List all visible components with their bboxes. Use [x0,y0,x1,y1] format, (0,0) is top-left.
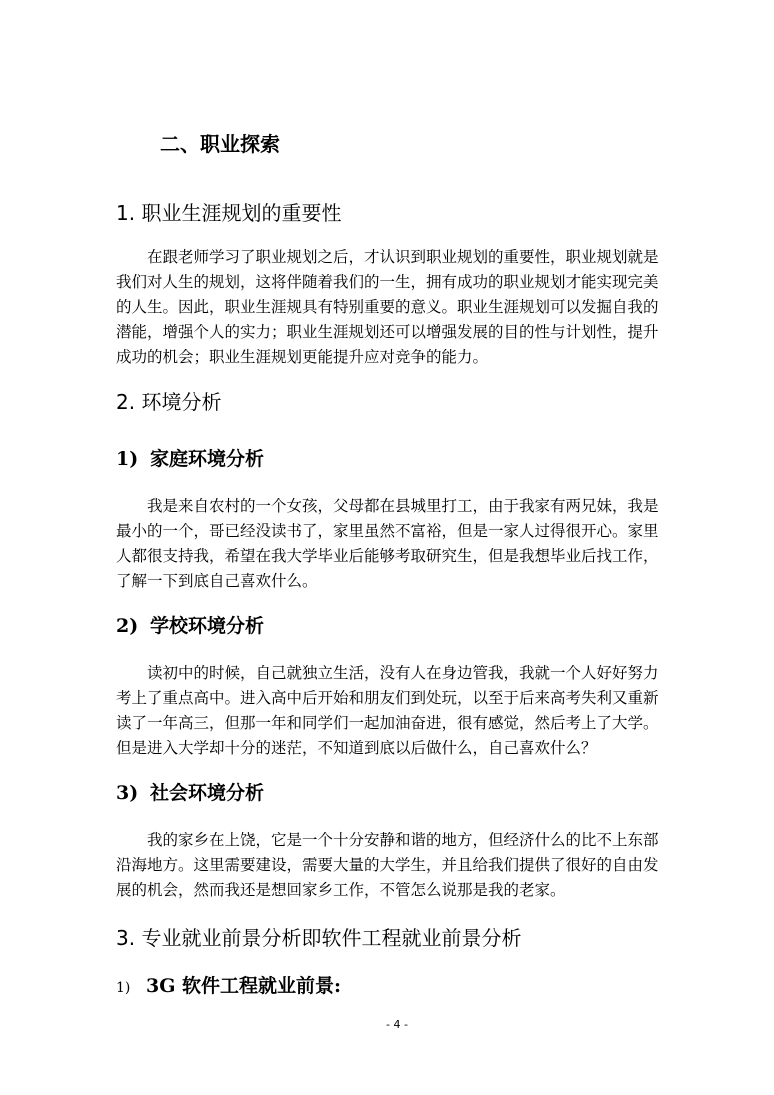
paragraph-line: 考上了重点高中。进入高中后开始和朋友们到处玩，以至于后来高考失利又重新 [116,689,659,707]
paragraph-line: 潜能，增强个人的实力；职业生涯规划还可以增强发展的目的性与计划性，提升 [116,323,659,341]
section-title: 二、职业探索 [160,132,280,156]
heading-family [116,444,264,471]
heading-text: 环境分析 [141,390,222,414]
paragraph-line: 最小的一个，哥已经没读书了，家里虽然不富裕，但是一家人过得很开心。家里 [116,522,659,540]
heading-text: 职业生涯规划的重要性 [141,201,342,225]
paragraph-line: 读了一年高三，但那一年和同学们一起加油奋进，很有感觉，然后考上了大学。 [116,714,659,732]
paragraph-importance [116,245,658,370]
paragraph-line: 但是进入大学却十分的迷茫，不知道到底以后做什么，自己喜欢什么？ [116,739,597,757]
heading-text: 学校环境分析 [150,615,265,637]
paragraph-line: 我是来自农村的一个女孩，父母都在县城里打工，由于我家有两兄妹，我是 [147,497,659,515]
paragraph-line: 我们对人生的规划，这将伴随着我们的一生，拥有成功的职业规划才能实现完美 [116,273,659,291]
page-number: - 4 - [386,1018,408,1031]
heading-text: 3G 软件工程就业前景: [146,975,342,997]
heading-society [116,778,264,805]
heading-number: 3. [116,926,136,950]
heading-school [116,611,264,638]
heading-number: 1. [116,201,136,225]
paragraph-society [116,828,658,903]
paragraph-line: 人都很支持我，希望在我大学毕业后能够考取研究生，但是我想毕业后找工作， [116,547,659,565]
heading-text: 社会环境分析 [150,782,265,804]
heading-number: 3) [116,782,139,804]
heading-prospects [116,922,521,951]
heading-environment [116,386,221,415]
heading-number: 1) [116,980,131,996]
heading-number: 2) [116,615,139,637]
paragraph-family [116,494,658,594]
paragraph-school [116,661,658,761]
paragraph-line: 了解一下到底自己喜欢什么。 [116,572,318,590]
heading-importance [116,197,341,226]
heading-3g [116,971,341,998]
heading-number: 2. [116,390,136,414]
heading-number: 1) [116,448,139,470]
paragraph-line: 展的机会，然而我还是想回家乡工作，不管怎么说那是我的老家。 [116,881,566,899]
heading-text: 专业就业前景分析即软件工程就业前景分析 [141,926,522,950]
paragraph-line: 沿海地方。这里需要建设，需要大量的大学生，并且给我们提供了很好的自由发 [116,856,659,874]
paragraph-line: 的人生。因此，职业生涯规具有特别重要的意义。职业生涯规划可以发掘自我的 [116,298,659,316]
paragraph-line: 读初中的时候，自己就独立生活，没有人在身边管我，我就一个人好好努力 [147,664,659,682]
heading-text: 家庭环境分析 [150,448,265,470]
paragraph-line: 在跟老师学习了职业规划之后，才认识到职业规划的重要性，职业规划就是 [147,248,659,266]
paragraph-line: 成功的机会；职业生涯规划更能提升应对竞争的能力。 [116,348,489,366]
paragraph-line: 我的家乡在上饶，它是一个十分安静和谐的地方，但经济什么的比不上东部 [147,831,659,849]
